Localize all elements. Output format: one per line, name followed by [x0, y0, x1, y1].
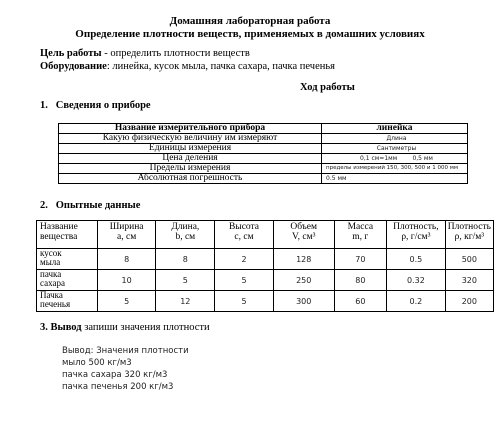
goal-label: Цель работы — [40, 48, 102, 59]
table-cell: пределы измерений 150, 300, 500 и 1 000 мм — [322, 164, 468, 174]
table-header-row — [59, 124, 468, 134]
equipment-line — [40, 61, 335, 72]
mass-cell: 60 — [334, 291, 386, 312]
section-1-heading — [40, 100, 151, 111]
device-info-table — [58, 123, 468, 184]
volume-cell: 128 — [273, 249, 334, 270]
length-cell: 12 — [156, 291, 215, 312]
table-row — [59, 174, 468, 184]
section-1-number: 1. — [40, 100, 48, 111]
width-cell: 10 — [97, 270, 156, 291]
conclusion-line: пачка печенья 200 кг/м3 — [62, 382, 174, 392]
table-cell: Длина — [322, 134, 468, 144]
substance-name-cell: пачка сахара — [37, 270, 98, 291]
goal-line — [40, 48, 250, 59]
table-header-cell: Плотность, ρ, г/см³ — [387, 221, 446, 249]
conclusion-block — [62, 345, 189, 393]
table-cell: Абсолютная погрешность — [59, 174, 322, 184]
progress-heading: Ход работы — [300, 82, 355, 93]
table-cell: Пределы измерения — [59, 164, 322, 174]
section-3-heading — [40, 322, 210, 333]
section-2-number: 2. — [40, 200, 48, 211]
width-cell: 5 — [97, 291, 156, 312]
table-row — [59, 154, 468, 164]
conclusion-line: мыло 500 кг/м3 — [62, 358, 132, 368]
title-line-2: Определение плотности веществ, применяемых в домашних условиях — [75, 28, 425, 40]
table-cell: 0.5 мм — [322, 174, 468, 184]
substance-name-cell: Пачка печенья — [37, 291, 98, 312]
title-line-1: Домашняя лабораторная работа — [169, 15, 331, 27]
density-g-cell: 0.5 — [387, 249, 446, 270]
table-header-cell: линейка — [322, 124, 468, 134]
section-2-heading — [40, 200, 140, 211]
table-header-cell: Название вещества — [37, 221, 98, 249]
section-1-title: Сведения о приборе — [55, 100, 151, 111]
section-3-number: 3. — [40, 322, 48, 333]
height-cell: 2 — [215, 249, 274, 270]
width-cell: 8 — [97, 249, 156, 270]
table-row — [37, 270, 494, 291]
density-g-cell: 0.2 — [387, 291, 446, 312]
table-row — [59, 164, 468, 174]
experiment-data-table — [36, 220, 494, 312]
height-cell: 5 — [215, 270, 274, 291]
table-cell: 0,1 см=1мм 0,5 мм — [322, 154, 468, 164]
table-row — [37, 291, 494, 312]
substance-name-cell: кусок мыла — [37, 249, 98, 270]
table-cell: Единицы измерения — [59, 144, 322, 154]
conclusion-line: Вывод: Значения плотности — [62, 346, 189, 356]
height-cell: 5 — [215, 291, 274, 312]
density-kg-cell: 200 — [445, 291, 493, 312]
table-cell: Сантиметры — [322, 144, 468, 154]
section-3-text: запиши значения плотности — [81, 322, 210, 333]
density-kg-cell: 500 — [445, 249, 493, 270]
equipment-text: : линейка, кусок мыла, пачка сахара, пачка печенья — [106, 61, 335, 72]
volume-cell: 250 — [273, 270, 334, 291]
section-2-title: Опытные данные — [55, 200, 141, 211]
table-header-cell: Объем V, см³ — [273, 221, 334, 249]
equipment-label: Оборудование — [40, 61, 107, 72]
table-header-cell: Длина, b, см — [156, 221, 215, 249]
table-row — [59, 134, 468, 144]
table-header-cell: Название измерительного прибора — [59, 124, 322, 134]
table-header-cell: Плотность ρ, кг/м³ — [445, 221, 493, 249]
conclusion-line: пачка сахара 320 кг/м3 — [62, 370, 168, 380]
table-cell: Какую физическую величину им измеряют — [59, 134, 322, 144]
table-row — [37, 249, 494, 270]
volume-cell: 300 — [273, 291, 334, 312]
table-row — [59, 144, 468, 154]
length-cell: 5 — [156, 270, 215, 291]
section-3-label: Вывод — [50, 322, 82, 333]
goal-text: - определить плотности веществ — [101, 48, 250, 59]
table-cell: Цена деления — [59, 154, 322, 164]
density-g-cell: 0.32 — [387, 270, 446, 291]
mass-cell: 80 — [334, 270, 386, 291]
density-kg-cell: 320 — [445, 270, 493, 291]
mass-cell: 70 — [334, 249, 386, 270]
table-header-cell: Ширина a, см — [97, 221, 156, 249]
length-cell: 8 — [156, 249, 215, 270]
table-header-row — [37, 221, 494, 249]
table-header-cell: Масса m, г — [334, 221, 386, 249]
table-header-cell: Высота c, см — [215, 221, 274, 249]
